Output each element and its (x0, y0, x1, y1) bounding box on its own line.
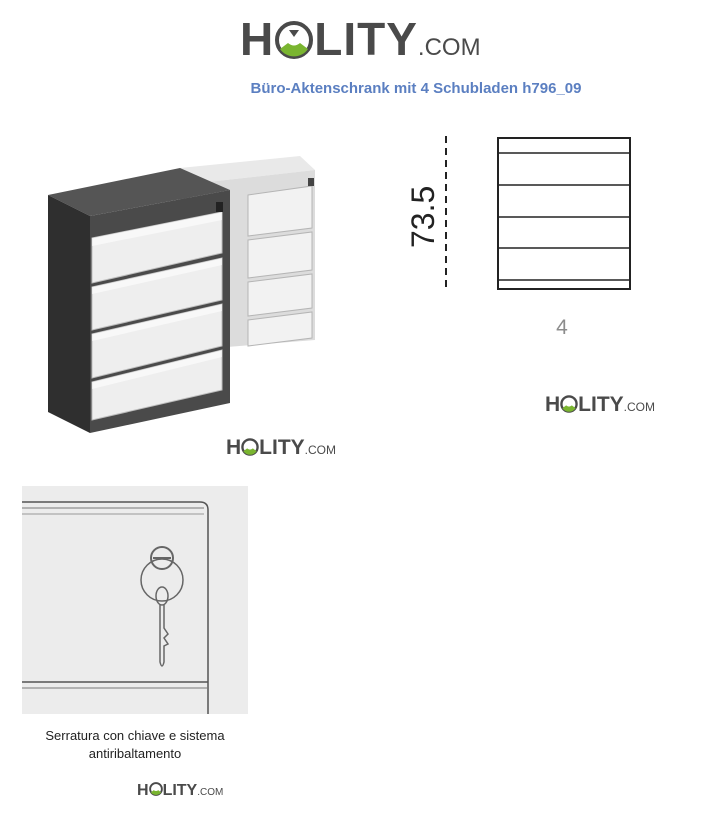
logo-letters-lity: LITY (162, 782, 198, 799)
width-dimension-label: 4 (556, 316, 568, 339)
logo-letter-h: H (137, 782, 149, 799)
holity-logo-main[interactable] (240, 12, 481, 66)
logo-letters-lity: LITY (314, 13, 418, 65)
logo-o-icon (241, 438, 259, 456)
logo-letters-lity: LITY (578, 393, 624, 416)
product-title: Büro-Aktenschrank mit 4 Schubladen h796_09 (250, 80, 582, 97)
caption-line-2: antiribaltamento (88, 746, 182, 761)
logo-o-icon (275, 21, 313, 59)
logo-domain: .COM (417, 34, 481, 61)
logo-letter-h: H (545, 393, 561, 416)
logo-letter-h: H (240, 13, 275, 65)
height-dimension-label: 73.5 (405, 185, 441, 248)
lock-caption (22, 727, 248, 763)
logo-domain: .COM (623, 400, 656, 414)
logo-domain: .COM (304, 443, 337, 457)
holity-logo-drawing[interactable] (545, 393, 655, 417)
dimension-drawing (440, 130, 640, 300)
product-photo (40, 150, 330, 440)
logo-o-icon (149, 782, 163, 796)
lock-detail-drawing (22, 486, 248, 714)
logo-domain: .COM (197, 787, 224, 798)
logo-letters-lity: LITY (259, 436, 305, 459)
logo-letter-h: H (226, 436, 242, 459)
logo-o-icon (560, 395, 578, 413)
holity-logo-detail[interactable] (137, 781, 223, 800)
caption-line-1: Serratura con chiave e sistema (45, 728, 225, 743)
holity-logo-photo[interactable] (226, 436, 336, 460)
